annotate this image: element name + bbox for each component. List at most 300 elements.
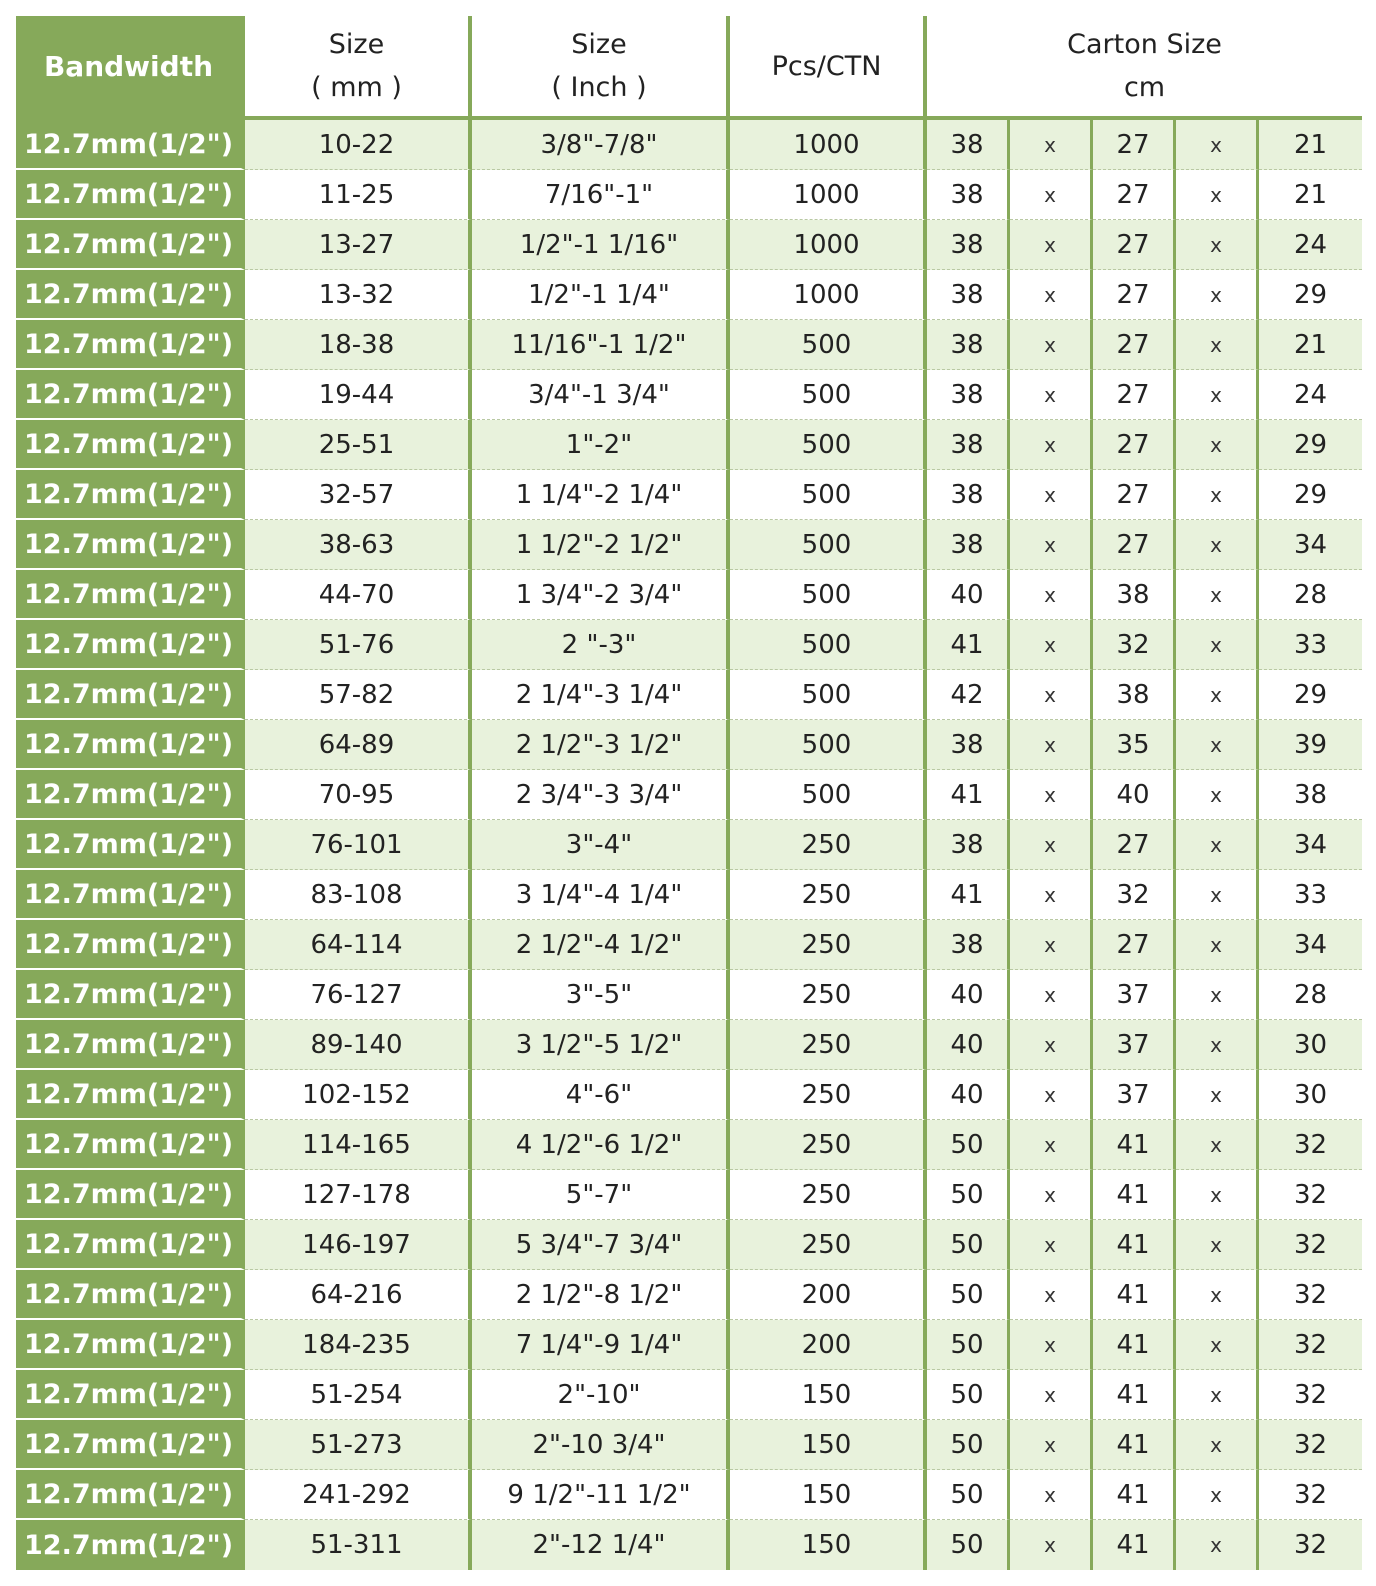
cell-size-inch: 2 "-3" xyxy=(472,620,730,670)
cell-bandwidth: 12.7mm(1/2") xyxy=(16,1170,245,1220)
header-carton-line2: cm xyxy=(1123,72,1166,103)
cell-bandwidth: 12.7mm(1/2") xyxy=(16,320,245,370)
cell-carton-width: 35 xyxy=(1093,720,1176,770)
cell-carton-height: 32 xyxy=(1259,1120,1362,1170)
cell-carton-width: 27 xyxy=(1093,170,1176,220)
cell-carton-height: 28 xyxy=(1259,970,1362,1020)
cell-carton-length: 50 xyxy=(927,1220,1010,1270)
cell-bandwidth: 12.7mm(1/2") xyxy=(16,570,245,620)
cell-times-symbol: x xyxy=(1176,620,1259,670)
cell-carton-width: 41 xyxy=(1093,1170,1176,1220)
cell-times-symbol: x xyxy=(1176,1520,1259,1570)
cell-bandwidth: 12.7mm(1/2") xyxy=(16,1120,245,1170)
cell-carton-height: 24 xyxy=(1259,370,1362,420)
cell-bandwidth: 12.7mm(1/2") xyxy=(16,870,245,920)
cell-times-symbol: x xyxy=(1010,1320,1093,1370)
cell-size-mm: 13-32 xyxy=(245,270,472,320)
cell-carton-length: 38 xyxy=(927,220,1010,270)
cell-times-symbol: x xyxy=(1010,520,1093,570)
cell-pcs-ctn: 150 xyxy=(730,1420,927,1470)
table-row xyxy=(16,1520,1362,1570)
cell-carton-height: 30 xyxy=(1259,1070,1362,1120)
cell-times-symbol: x xyxy=(1010,770,1093,820)
cell-pcs-ctn: 1000 xyxy=(730,120,927,170)
cell-size-mm: 18-38 xyxy=(245,320,472,370)
table-row xyxy=(16,370,1362,420)
cell-bandwidth: 12.7mm(1/2") xyxy=(16,770,245,820)
cell-pcs-ctn: 150 xyxy=(730,1520,927,1570)
cell-carton-length: 38 xyxy=(927,820,1010,870)
cell-pcs-ctn: 200 xyxy=(730,1270,927,1320)
cell-bandwidth: 12.7mm(1/2") xyxy=(16,520,245,570)
cell-carton-height: 29 xyxy=(1259,470,1362,520)
table-row xyxy=(16,670,1362,720)
cell-pcs-ctn: 150 xyxy=(730,1370,927,1420)
cell-times-symbol: x xyxy=(1176,570,1259,620)
cell-size-inch: 1/2"-1 1/4" xyxy=(472,270,730,320)
cell-size-inch: 4 1/2"-6 1/2" xyxy=(472,1120,730,1170)
cell-bandwidth: 12.7mm(1/2") xyxy=(16,1070,245,1120)
cell-times-symbol: x xyxy=(1176,820,1259,870)
cell-size-inch: 3/4"-1 3/4" xyxy=(472,370,730,420)
cell-size-mm: 10-22 xyxy=(245,120,472,170)
cell-carton-height: 29 xyxy=(1259,270,1362,320)
cell-times-symbol: x xyxy=(1010,870,1093,920)
cell-pcs-ctn: 250 xyxy=(730,1120,927,1170)
cell-size-inch: 5"-7" xyxy=(472,1170,730,1220)
cell-size-mm: 11-25 xyxy=(245,170,472,220)
cell-carton-width: 41 xyxy=(1093,1270,1176,1320)
header-size-mm xyxy=(245,16,472,120)
cell-pcs-ctn: 1000 xyxy=(730,170,927,220)
cell-carton-length: 38 xyxy=(927,470,1010,520)
cell-carton-width: 38 xyxy=(1093,570,1176,620)
table-row xyxy=(16,220,1362,270)
cell-carton-length: 50 xyxy=(927,1270,1010,1320)
cell-times-symbol: x xyxy=(1010,420,1093,470)
cell-carton-width: 27 xyxy=(1093,370,1176,420)
table-row xyxy=(16,170,1362,220)
cell-carton-height: 21 xyxy=(1259,170,1362,220)
table-header xyxy=(16,16,1362,120)
cell-bandwidth: 12.7mm(1/2") xyxy=(16,820,245,870)
cell-times-symbol: x xyxy=(1176,420,1259,470)
cell-carton-height: 32 xyxy=(1259,1220,1362,1270)
cell-carton-height: 21 xyxy=(1259,120,1362,170)
cell-size-mm: 76-101 xyxy=(245,820,472,870)
cell-carton-length: 41 xyxy=(927,620,1010,670)
cell-times-symbol: x xyxy=(1176,770,1259,820)
cell-size-inch: 2 1/2"-3 1/2" xyxy=(472,720,730,770)
cell-carton-height: 32 xyxy=(1259,1270,1362,1320)
cell-times-symbol: x xyxy=(1010,1270,1093,1320)
cell-times-symbol: x xyxy=(1176,670,1259,720)
cell-carton-length: 38 xyxy=(927,720,1010,770)
cell-times-symbol: x xyxy=(1010,470,1093,520)
cell-size-inch: 7/16"-1" xyxy=(472,170,730,220)
cell-times-symbol: x xyxy=(1010,1020,1093,1070)
header-carton-line1: Carton Size xyxy=(1067,29,1222,60)
cell-carton-width: 41 xyxy=(1093,1220,1176,1270)
cell-carton-height: 33 xyxy=(1259,870,1362,920)
cell-carton-width: 41 xyxy=(1093,1320,1176,1370)
cell-bandwidth: 12.7mm(1/2") xyxy=(16,1470,245,1520)
cell-carton-length: 38 xyxy=(927,120,1010,170)
cell-pcs-ctn: 500 xyxy=(730,720,927,770)
table-row xyxy=(16,820,1362,870)
cell-pcs-ctn: 500 xyxy=(730,620,927,670)
header-carton-size xyxy=(927,16,1362,120)
cell-pcs-ctn: 1000 xyxy=(730,220,927,270)
table-row xyxy=(16,520,1362,570)
cell-times-symbol: x xyxy=(1010,920,1093,970)
cell-pcs-ctn: 250 xyxy=(730,920,927,970)
cell-bandwidth: 12.7mm(1/2") xyxy=(16,670,245,720)
cell-carton-height: 33 xyxy=(1259,620,1362,670)
cell-bandwidth: 12.7mm(1/2") xyxy=(16,1520,245,1570)
cell-times-symbol: x xyxy=(1010,1470,1093,1520)
table-row xyxy=(16,1020,1362,1070)
cell-pcs-ctn: 250 xyxy=(730,820,927,870)
cell-size-mm: 51-254 xyxy=(245,1370,472,1420)
cell-carton-height: 34 xyxy=(1259,920,1362,970)
cell-size-inch: 3 1/4"-4 1/4" xyxy=(472,870,730,920)
table-row xyxy=(16,470,1362,520)
cell-size-mm: 57-82 xyxy=(245,670,472,720)
header-size-inch-line2: ( Inch ) xyxy=(551,72,647,103)
cell-times-symbol: x xyxy=(1010,170,1093,220)
cell-bandwidth: 12.7mm(1/2") xyxy=(16,470,245,520)
spec-table xyxy=(16,16,1362,1570)
cell-times-symbol: x xyxy=(1010,120,1093,170)
cell-carton-height: 34 xyxy=(1259,520,1362,570)
cell-carton-height: 32 xyxy=(1259,1370,1362,1420)
cell-pcs-ctn: 250 xyxy=(730,1070,927,1120)
cell-bandwidth: 12.7mm(1/2") xyxy=(16,120,245,170)
cell-pcs-ctn: 500 xyxy=(730,670,927,720)
cell-size-mm: 13-27 xyxy=(245,220,472,270)
cell-pcs-ctn: 250 xyxy=(730,1020,927,1070)
cell-size-mm: 44-70 xyxy=(245,570,472,620)
cell-size-inch: 2 1/4"-3 1/4" xyxy=(472,670,730,720)
cell-pcs-ctn: 250 xyxy=(730,1170,927,1220)
cell-times-symbol: x xyxy=(1010,1370,1093,1420)
cell-carton-length: 50 xyxy=(927,1370,1010,1420)
cell-carton-width: 32 xyxy=(1093,870,1176,920)
cell-times-symbol: x xyxy=(1176,720,1259,770)
table-row xyxy=(16,320,1362,370)
cell-bandwidth: 12.7mm(1/2") xyxy=(16,1270,245,1320)
cell-size-inch: 11/16"-1 1/2" xyxy=(472,320,730,370)
cell-size-mm: 32-57 xyxy=(245,470,472,520)
cell-bandwidth: 12.7mm(1/2") xyxy=(16,270,245,320)
header-size-mm-line1: Size xyxy=(328,29,385,60)
cell-size-mm: 241-292 xyxy=(245,1470,472,1520)
cell-carton-height: 21 xyxy=(1259,320,1362,370)
cell-size-mm: 25-51 xyxy=(245,420,472,470)
table-row xyxy=(16,720,1362,770)
cell-carton-length: 50 xyxy=(927,1120,1010,1170)
cell-carton-height: 32 xyxy=(1259,1420,1362,1470)
table-row xyxy=(16,120,1362,170)
cell-times-symbol: x xyxy=(1010,670,1093,720)
cell-bandwidth: 12.7mm(1/2") xyxy=(16,170,245,220)
cell-times-symbol: x xyxy=(1010,1170,1093,1220)
cell-carton-height: 32 xyxy=(1259,1170,1362,1220)
cell-size-mm: 127-178 xyxy=(245,1170,472,1220)
table-row xyxy=(16,870,1362,920)
cell-carton-height: 38 xyxy=(1259,770,1362,820)
cell-carton-length: 40 xyxy=(927,970,1010,1020)
cell-times-symbol: x xyxy=(1176,920,1259,970)
cell-times-symbol: x xyxy=(1176,370,1259,420)
table-row xyxy=(16,270,1362,320)
cell-pcs-ctn: 500 xyxy=(730,420,927,470)
cell-size-inch: 9 1/2"-11 1/2" xyxy=(472,1470,730,1520)
cell-carton-width: 41 xyxy=(1093,1420,1176,1470)
cell-times-symbol: x xyxy=(1176,970,1259,1020)
header-bandwidth: Bandwidth xyxy=(16,16,245,120)
table-row xyxy=(16,770,1362,820)
cell-size-mm: 114-165 xyxy=(245,1120,472,1170)
cell-size-inch: 2 1/2"-8 1/2" xyxy=(472,1270,730,1320)
cell-times-symbol: x xyxy=(1010,1420,1093,1470)
cell-size-inch: 3/8"-7/8" xyxy=(472,120,730,170)
cell-times-symbol: x xyxy=(1176,1020,1259,1070)
cell-times-symbol: x xyxy=(1010,1220,1093,1270)
cell-pcs-ctn: 500 xyxy=(730,320,927,370)
cell-times-symbol: x xyxy=(1010,620,1093,670)
table-row xyxy=(16,1070,1362,1120)
table-row xyxy=(16,620,1362,670)
cell-carton-height: 32 xyxy=(1259,1470,1362,1520)
cell-times-symbol: x xyxy=(1010,570,1093,620)
cell-bandwidth: 12.7mm(1/2") xyxy=(16,1420,245,1470)
cell-carton-length: 38 xyxy=(927,420,1010,470)
table-row xyxy=(16,1370,1362,1420)
cell-carton-height: 29 xyxy=(1259,420,1362,470)
cell-size-mm: 102-152 xyxy=(245,1070,472,1120)
cell-bandwidth: 12.7mm(1/2") xyxy=(16,1320,245,1370)
cell-times-symbol: x xyxy=(1010,1120,1093,1170)
cell-carton-width: 40 xyxy=(1093,770,1176,820)
cell-carton-height: 28 xyxy=(1259,570,1362,620)
cell-size-inch: 7 1/4"-9 1/4" xyxy=(472,1320,730,1370)
table-row xyxy=(16,420,1362,470)
cell-bandwidth: 12.7mm(1/2") xyxy=(16,220,245,270)
cell-size-inch: 1"-2" xyxy=(472,420,730,470)
cell-carton-width: 41 xyxy=(1093,1520,1176,1570)
cell-carton-length: 38 xyxy=(927,370,1010,420)
cell-size-mm: 51-273 xyxy=(245,1420,472,1470)
cell-size-mm: 19-44 xyxy=(245,370,472,420)
cell-size-inch: 1/2"-1 1/16" xyxy=(472,220,730,270)
cell-size-mm: 146-197 xyxy=(245,1220,472,1270)
cell-times-symbol: x xyxy=(1176,320,1259,370)
cell-size-mm: 51-311 xyxy=(245,1520,472,1570)
cell-carton-length: 40 xyxy=(927,1070,1010,1120)
cell-carton-length: 38 xyxy=(927,270,1010,320)
cell-carton-width: 27 xyxy=(1093,920,1176,970)
cell-times-symbol: x xyxy=(1010,720,1093,770)
cell-size-mm: 70-95 xyxy=(245,770,472,820)
table-row xyxy=(16,1170,1362,1220)
cell-times-symbol: x xyxy=(1010,320,1093,370)
cell-carton-length: 38 xyxy=(927,520,1010,570)
cell-times-symbol: x xyxy=(1176,220,1259,270)
cell-carton-height: 32 xyxy=(1259,1520,1362,1570)
cell-carton-length: 41 xyxy=(927,770,1010,820)
cell-carton-length: 50 xyxy=(927,1420,1010,1470)
cell-carton-width: 41 xyxy=(1093,1370,1176,1420)
cell-pcs-ctn: 500 xyxy=(730,570,927,620)
table-row xyxy=(16,970,1362,1020)
cell-size-inch: 3"-5" xyxy=(472,970,730,1020)
cell-pcs-ctn: 150 xyxy=(730,1470,927,1520)
cell-carton-width: 27 xyxy=(1093,320,1176,370)
cell-times-symbol: x xyxy=(1176,270,1259,320)
cell-carton-width: 27 xyxy=(1093,470,1176,520)
cell-carton-length: 38 xyxy=(927,320,1010,370)
cell-times-symbol: x xyxy=(1176,1120,1259,1170)
cell-carton-length: 50 xyxy=(927,1320,1010,1370)
cell-size-inch: 2"-10" xyxy=(472,1370,730,1420)
cell-carton-height: 39 xyxy=(1259,720,1362,770)
table-body xyxy=(16,120,1362,1570)
cell-times-symbol: x xyxy=(1010,820,1093,870)
cell-size-inch: 2 1/2"-4 1/2" xyxy=(472,920,730,970)
cell-size-inch: 5 3/4"-7 3/4" xyxy=(472,1220,730,1270)
cell-pcs-ctn: 500 xyxy=(730,470,927,520)
cell-carton-length: 42 xyxy=(927,670,1010,720)
table-row xyxy=(16,1120,1362,1170)
cell-times-symbol: x xyxy=(1176,120,1259,170)
cell-carton-width: 27 xyxy=(1093,820,1176,870)
header-pcs-ctn: Pcs/CTN xyxy=(730,16,927,120)
table-row xyxy=(16,1320,1362,1370)
cell-size-inch: 3"-4" xyxy=(472,820,730,870)
cell-times-symbol: x xyxy=(1176,470,1259,520)
cell-pcs-ctn: 250 xyxy=(730,870,927,920)
cell-times-symbol: x xyxy=(1176,170,1259,220)
table-row xyxy=(16,1220,1362,1270)
cell-carton-height: 29 xyxy=(1259,670,1362,720)
cell-times-symbol: x xyxy=(1176,1320,1259,1370)
cell-bandwidth: 12.7mm(1/2") xyxy=(16,720,245,770)
cell-pcs-ctn: 1000 xyxy=(730,270,927,320)
cell-bandwidth: 12.7mm(1/2") xyxy=(16,1220,245,1270)
cell-times-symbol: x xyxy=(1176,1220,1259,1270)
cell-carton-length: 38 xyxy=(927,170,1010,220)
cell-size-mm: 64-89 xyxy=(245,720,472,770)
cell-carton-width: 27 xyxy=(1093,270,1176,320)
cell-carton-length: 40 xyxy=(927,570,1010,620)
cell-times-symbol: x xyxy=(1010,1520,1093,1570)
cell-carton-height: 24 xyxy=(1259,220,1362,270)
cell-size-inch: 4"-6" xyxy=(472,1070,730,1120)
cell-bandwidth: 12.7mm(1/2") xyxy=(16,420,245,470)
header-size-inch xyxy=(472,16,730,120)
cell-times-symbol: x xyxy=(1010,370,1093,420)
cell-carton-length: 50 xyxy=(927,1520,1010,1570)
cell-carton-length: 50 xyxy=(927,1470,1010,1520)
header-size-mm-line2: ( mm ) xyxy=(311,72,402,103)
cell-times-symbol: x xyxy=(1176,870,1259,920)
cell-bandwidth: 12.7mm(1/2") xyxy=(16,1020,245,1070)
cell-pcs-ctn: 200 xyxy=(730,1320,927,1370)
cell-carton-length: 50 xyxy=(927,1170,1010,1220)
cell-pcs-ctn: 500 xyxy=(730,520,927,570)
table-row xyxy=(16,1470,1362,1520)
cell-times-symbol: x xyxy=(1010,220,1093,270)
cell-pcs-ctn: 250 xyxy=(730,970,927,1020)
cell-carton-width: 37 xyxy=(1093,1020,1176,1070)
cell-carton-width: 27 xyxy=(1093,220,1176,270)
cell-times-symbol: x xyxy=(1010,270,1093,320)
cell-size-inch: 1 1/4"-2 1/4" xyxy=(472,470,730,520)
cell-times-symbol: x xyxy=(1176,1370,1259,1420)
cell-size-inch: 1 3/4"-2 3/4" xyxy=(472,570,730,620)
cell-carton-width: 27 xyxy=(1093,520,1176,570)
table-row xyxy=(16,920,1362,970)
cell-size-inch: 1 1/2"-2 1/2" xyxy=(472,520,730,570)
header-row xyxy=(16,16,1362,120)
cell-size-mm: 184-235 xyxy=(245,1320,472,1370)
cell-times-symbol: x xyxy=(1176,520,1259,570)
cell-size-mm: 83-108 xyxy=(245,870,472,920)
cell-bandwidth: 12.7mm(1/2") xyxy=(16,620,245,670)
cell-carton-width: 41 xyxy=(1093,1120,1176,1170)
cell-bandwidth: 12.7mm(1/2") xyxy=(16,920,245,970)
cell-carton-width: 41 xyxy=(1093,1470,1176,1520)
cell-size-inch: 2"-10 3/4" xyxy=(472,1420,730,1470)
cell-carton-width: 37 xyxy=(1093,1070,1176,1120)
cell-bandwidth: 12.7mm(1/2") xyxy=(16,970,245,1020)
cell-size-mm: 64-216 xyxy=(245,1270,472,1320)
cell-times-symbol: x xyxy=(1176,1270,1259,1320)
table-row xyxy=(16,1420,1362,1470)
cell-carton-length: 38 xyxy=(927,920,1010,970)
cell-carton-length: 41 xyxy=(927,870,1010,920)
cell-size-mm: 89-140 xyxy=(245,1020,472,1070)
cell-times-symbol: x xyxy=(1176,1470,1259,1520)
cell-bandwidth: 12.7mm(1/2") xyxy=(16,370,245,420)
cell-pcs-ctn: 250 xyxy=(730,1220,927,1270)
cell-size-mm: 38-63 xyxy=(245,520,472,570)
table-row xyxy=(16,570,1362,620)
cell-times-symbol: x xyxy=(1010,970,1093,1020)
cell-carton-height: 30 xyxy=(1259,1020,1362,1070)
cell-size-inch: 2"-12 1/4" xyxy=(472,1520,730,1570)
spec-table-container xyxy=(16,16,1362,1570)
cell-size-inch: 2 3/4"-3 3/4" xyxy=(472,770,730,820)
cell-size-mm: 76-127 xyxy=(245,970,472,1020)
cell-carton-height: 32 xyxy=(1259,1320,1362,1370)
cell-carton-width: 37 xyxy=(1093,970,1176,1020)
cell-carton-width: 32 xyxy=(1093,620,1176,670)
cell-carton-height: 34 xyxy=(1259,820,1362,870)
cell-times-symbol: x xyxy=(1176,1070,1259,1120)
cell-times-symbol: x xyxy=(1176,1420,1259,1470)
table-row xyxy=(16,1270,1362,1320)
cell-size-mm: 64-114 xyxy=(245,920,472,970)
header-size-inch-line1: Size xyxy=(571,29,627,60)
cell-pcs-ctn: 500 xyxy=(730,370,927,420)
cell-carton-width: 27 xyxy=(1093,420,1176,470)
cell-carton-width: 27 xyxy=(1093,120,1176,170)
cell-size-mm: 51-76 xyxy=(245,620,472,670)
cell-bandwidth: 12.7mm(1/2") xyxy=(16,1370,245,1420)
